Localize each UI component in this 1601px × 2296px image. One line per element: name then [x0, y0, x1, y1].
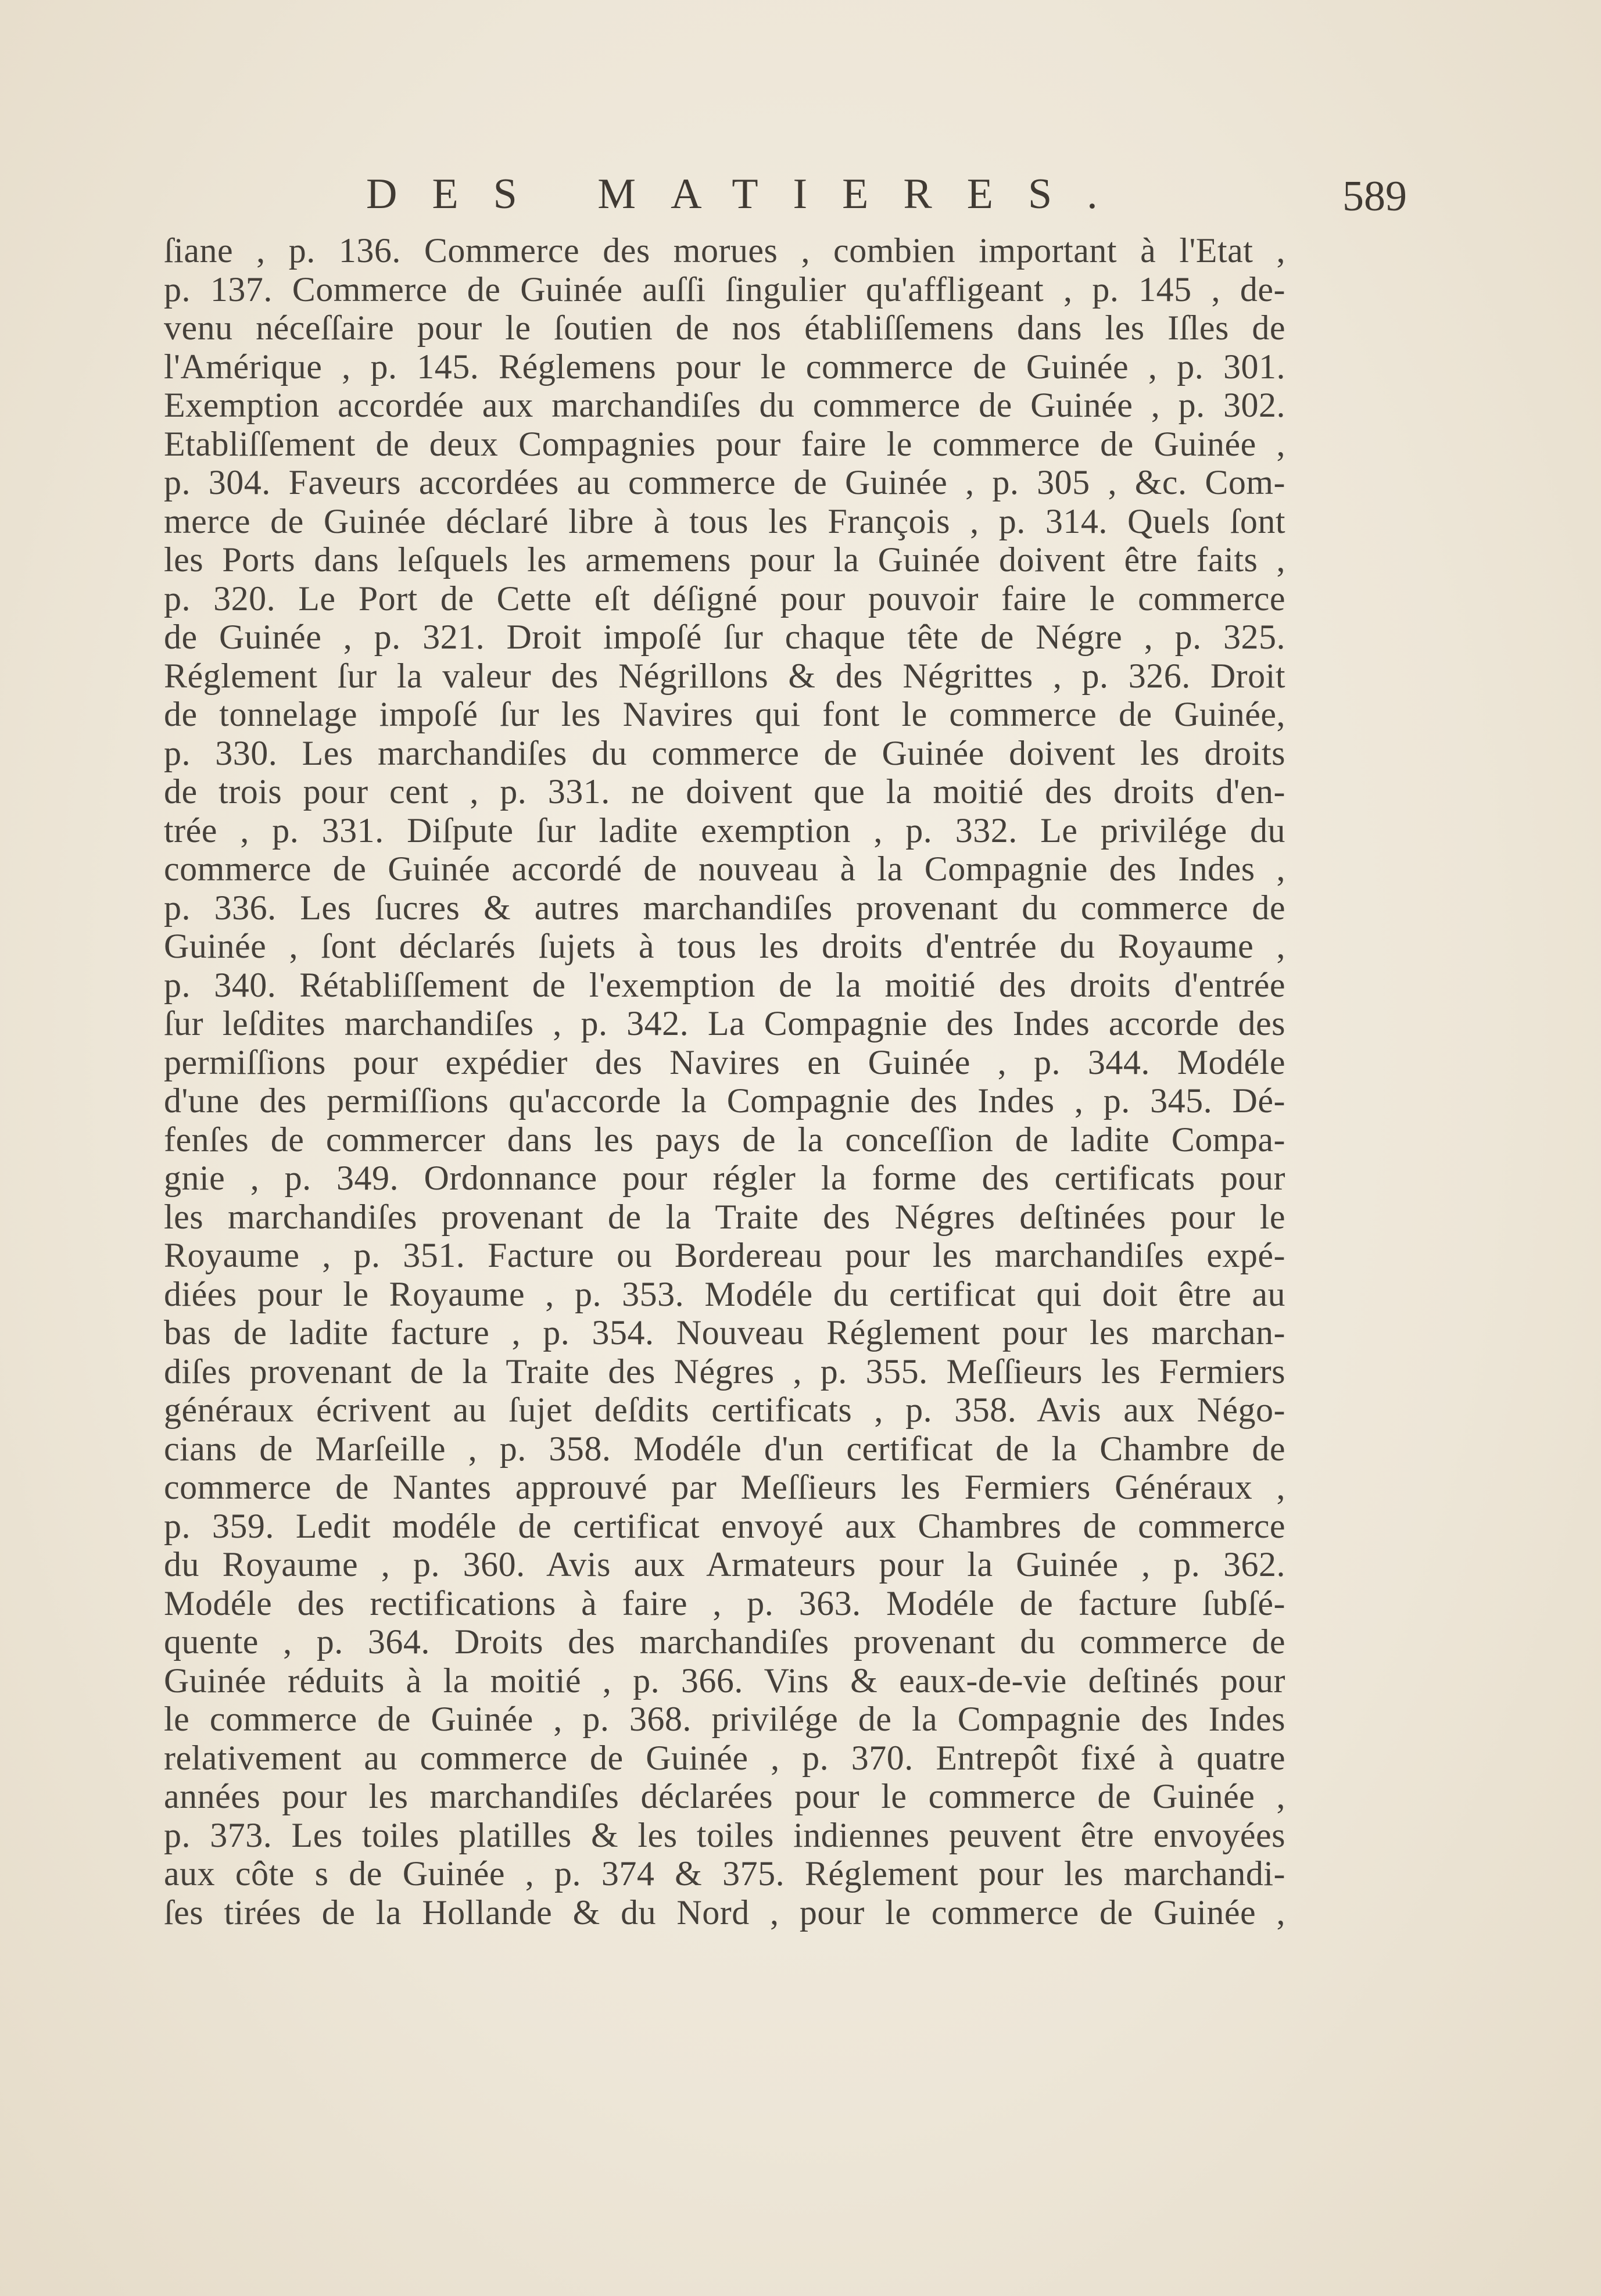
text-line: p. 304. Faveurs accordées au commerce de Guinée , p. 305 , &c. Com-: [164, 463, 1285, 502]
text-line: ſes tirées de la Hollande & du Nord , pour le commerce de Guinée ,: [164, 1893, 1285, 1932]
text-line: Modéle des rectifications à faire , p. 363. Modéle de facture ſubſé-: [164, 1584, 1285, 1622]
running-title: DES MATIERES.: [366, 170, 1133, 218]
index-body-text: [164, 231, 1285, 1932]
text-line: p. 340. Rétabliſſement de l'exemption de la moitié des droits d'entrée: [164, 965, 1285, 1004]
text-line: généraux écrivent au ſujet deſdits certificats , p. 358. Avis aux Négo-: [164, 1391, 1285, 1429]
text-line: Guinée réduits à la moitié , p. 366. Vins & eaux-de-vie deſtinés pour: [164, 1661, 1285, 1700]
text-line: diſes provenant de la Traite des Négres , p. 355. Meſſieurs les Fermiers: [164, 1352, 1285, 1391]
text-line: de trois pour cent , p. 331. ne doivent que la moitié des droits d'en-: [164, 772, 1285, 811]
text-line: p. 320. Le Port de Cette eſt déſigné pour pouvoir faire le commerce: [164, 579, 1285, 618]
text-line: d'une des permiſſions qu'accorde la Compagnie des Indes , p. 345. Dé-: [164, 1081, 1285, 1120]
text-line: Exemption accordée aux marchandiſes du commerce de Guinée , p. 302.: [164, 386, 1285, 424]
text-line: les Ports dans leſquels les armemens pour la Guinée doivent être faits ,: [164, 540, 1285, 579]
text-line: commerce de Nantes approuvé par Meſſieurs les Fermiers Généraux ,: [164, 1468, 1285, 1506]
text-line: ſiane , p. 136. Commerce des morues , combien important à l'Etat ,: [164, 231, 1285, 270]
text-line: quente , p. 364. Droits des marchandiſes provenant du commerce de: [164, 1622, 1285, 1661]
text-line: gnie , p. 349. Ordonnance pour régler la forme des certificats pour: [164, 1159, 1285, 1197]
text-line: Etabliſſement de deux Compagnies pour faire le commerce de Guinée ,: [164, 424, 1285, 463]
text-line: les marchandiſes provenant de la Traite des Négres deſtinées pour le: [164, 1197, 1285, 1236]
page-number: 589: [1342, 173, 1407, 220]
text-line: relativement au commerce de Guinée , p. 370. Entrepôt fixé à quatre: [164, 1738, 1285, 1777]
text-line: p. 373. Les toiles platilles & les toiles indiennes peuvent être envoyées: [164, 1815, 1285, 1854]
text-line: venu néceſſaire pour le ſoutien de nos établiſſemens dans les Iſles de: [164, 309, 1285, 347]
text-line: p. 359. Ledit modéle de certificat envoyé aux Chambres de commerce: [164, 1506, 1285, 1545]
text-line: ſur leſdites marchandiſes , p. 342. La Compagnie des Indes accorde des: [164, 1004, 1285, 1043]
text-line: permiſſions pour expédier des Navires en Guinée , p. 344. Modéle: [164, 1043, 1285, 1081]
text-line: de tonnelage impoſé ſur les Navires qui font le commerce de Guinée,: [164, 695, 1285, 733]
text-line: commerce de Guinée accordé de nouveau à la Compagnie des Indes ,: [164, 850, 1285, 888]
text-line: trée , p. 331. Diſpute ſur ladite exemption , p. 332. Le privilége du: [164, 811, 1285, 850]
text-line: diées pour le Royaume , p. 353. Modéle du certificat qui doit être au: [164, 1274, 1285, 1313]
text-line: de Guinée , p. 321. Droit impoſé ſur chaque tête de Négre , p. 325.: [164, 618, 1285, 656]
text-line: du Royaume , p. 360. Avis aux Armateurs pour la Guinée , p. 362.: [164, 1545, 1285, 1584]
text-line: années pour les marchandiſes déclarées pour le commerce de Guinée ,: [164, 1777, 1285, 1815]
text-line: aux côte s de Guinée , p. 374 & 375. Réglement pour les marchandi-: [164, 1854, 1285, 1893]
text-line: cians de Marſeille , p. 358. Modéle d'un certificat de la Chambre de: [164, 1429, 1285, 1468]
text-line: le commerce de Guinée , p. 368. privilége de la Compagnie des Indes: [164, 1700, 1285, 1738]
text-line: fenſes de commercer dans les pays de la conceſſion de ladite Compa-: [164, 1120, 1285, 1159]
text-line: Guinée , ſont déclarés ſujets à tous les droits d'entrée du Royaume ,: [164, 927, 1285, 965]
text-line: Réglement ſur la valeur des Négrillons & des Négrittes , p. 326. Droit: [164, 656, 1285, 695]
text-line: merce de Guinée déclaré libre à tous les François , p. 314. Quels ſont: [164, 502, 1285, 540]
text-line: p. 330. Les marchandiſes du commerce de Guinée doivent les droits: [164, 733, 1285, 772]
text-line: Royaume , p. 351. Facture ou Bordereau pour les marchandiſes expé-: [164, 1236, 1285, 1274]
text-line: p. 137. Commerce de Guinée auſſi ſingulier qu'affligeant , p. 145 , de-: [164, 270, 1285, 309]
text-line: p. 336. Les ſucres & autres marchandiſes provenant du commerce de: [164, 888, 1285, 927]
text-line: bas de ladite facture , p. 354. Nouveau Réglement pour les marchan-: [164, 1313, 1285, 1352]
text-line: l'Amérique , p. 145. Réglemens pour le commerce de Guinée , p. 301.: [164, 347, 1285, 386]
